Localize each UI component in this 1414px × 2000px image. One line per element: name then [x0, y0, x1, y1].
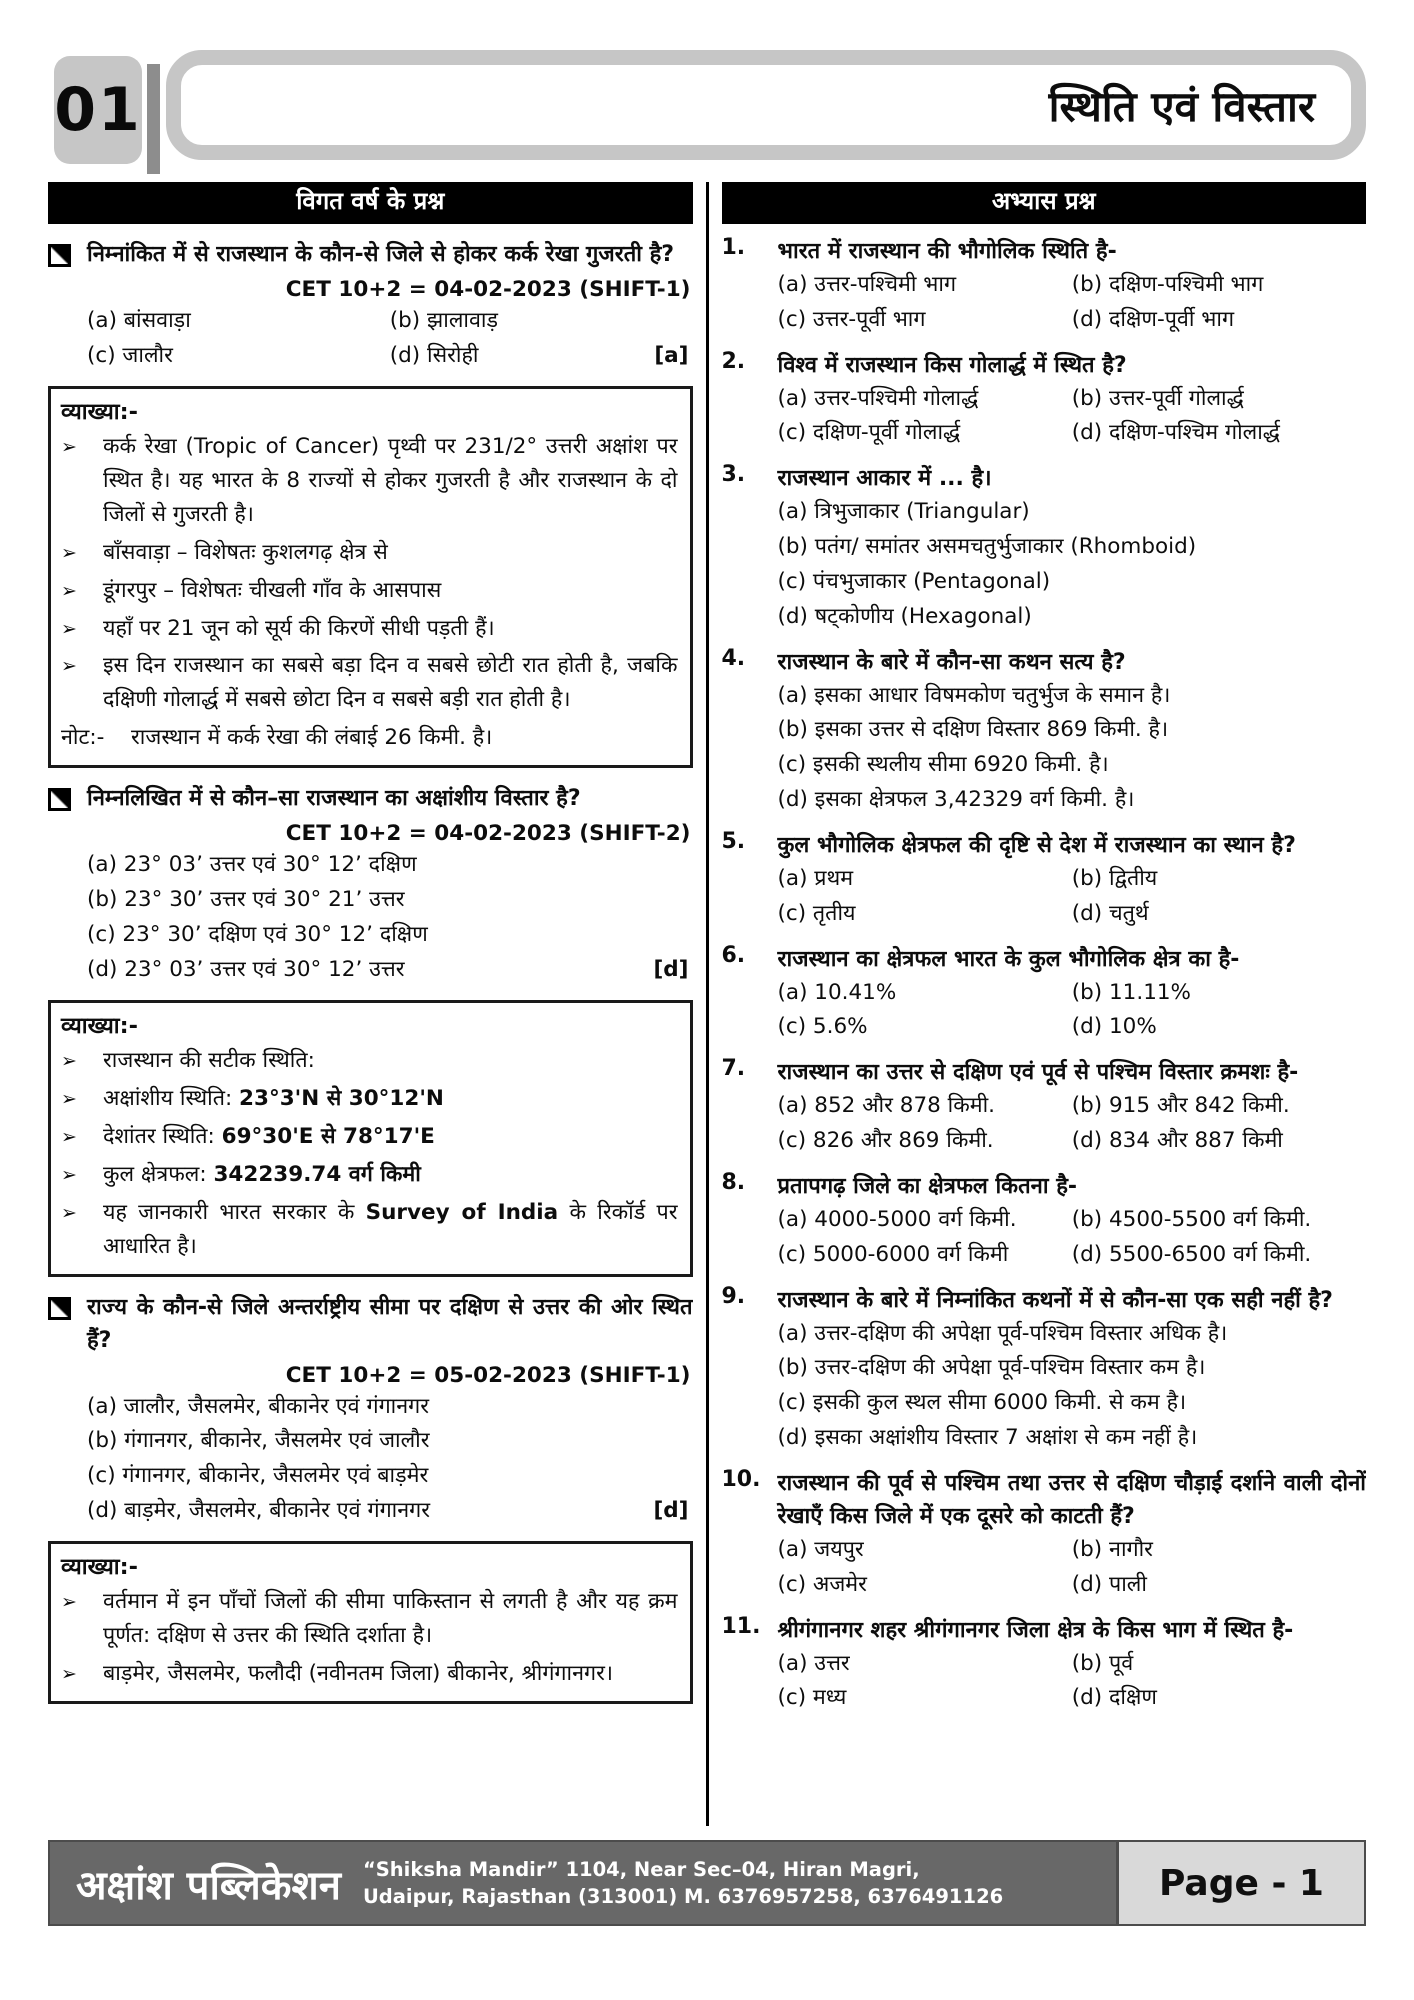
option: (b) नागौर — [1071, 1536, 1153, 1562]
explanation-bullet — [61, 1120, 678, 1154]
option-row — [87, 848, 693, 883]
option: (b) इसका उत्तर से दक्षिण विस्तार 869 किमी. है। — [777, 717, 1169, 743]
page-header — [48, 50, 1366, 166]
question-text: निम्नांकित में से राजस्थान के कौन-से जिले से होकर कर्क रेखा गुजरती है? — [87, 242, 675, 267]
bullet-text: बाँसवाड़ा – विशेषतः कुशलगढ़ क्षेत्र से — [103, 539, 388, 565]
address-line-1: “Shiksha Mandir” 1104, Near Sec–04, Hiran Magri, — [362, 1857, 920, 1881]
explanation-bullet — [61, 536, 678, 570]
option: (d) बाड़मेर, जैसलमेर, बीकानेर एवं गंगानगर — [87, 1497, 431, 1523]
question-body — [778, 1467, 1367, 1603]
option: (d) षट्कोणीय (Hexagonal) — [777, 603, 1032, 629]
arrow-bullet-icon: ➢ — [61, 617, 77, 640]
option: (b) झालावाड़ — [389, 308, 499, 333]
explanation-bullet — [61, 1082, 678, 1116]
option: (a) 4000-5000 वर्ग किमी. — [777, 1206, 1017, 1232]
question-text: कुल भौगोलिक क्षेत्रफल की दृष्टि से देश में राजस्थान का स्थान है? — [777, 832, 1296, 858]
question-number: 1. — [721, 235, 746, 260]
page-number: Page - 1 — [1116, 1842, 1364, 1924]
question-number: 10. — [721, 1466, 761, 1492]
option: (a) जयपुर — [777, 1536, 864, 1562]
chapter-number-badge — [54, 56, 142, 164]
question-number: 5. — [721, 828, 746, 854]
arrow-bullet-icon: ➢ — [61, 1087, 77, 1110]
publisher-address — [363, 1842, 1116, 1924]
option: (c) दक्षिण-पूर्वी गोलार्द्ध — [777, 420, 961, 446]
practice-question — [722, 1614, 1367, 1717]
option: (a) इसका आधार विषमकोण चतुर्भुज के समान है। — [777, 682, 1171, 708]
bullet-text: बाड़मेर, जैसलमेर, फलौदी (नवीनतम जिला) बीकानेर, श्रीगंगानगर। — [103, 1660, 614, 1686]
option-row — [778, 713, 1367, 748]
practice-question — [722, 1170, 1367, 1273]
question-body — [778, 235, 1367, 338]
previous-year-questions-column — [48, 182, 693, 1826]
pyq-question-block — [48, 1291, 693, 1529]
option-row — [778, 1010, 1367, 1045]
bullet-text: यहाँ पर 21 जून को सूर्य की किरणें सीधी पड़ती हैं। — [103, 615, 495, 641]
question-text: राजस्थान आकार में ... है। — [777, 466, 992, 492]
option: (a) उत्तर-दक्षिण की अपेक्षा पूर्व-पश्चिम विस्तार अधिक है। — [777, 1320, 1228, 1346]
practice-question — [722, 1056, 1367, 1159]
question-body — [778, 1170, 1367, 1273]
option: (b) उत्तर-दक्षिण की अपेक्षा पूर्व-पश्चिम विस्तार कम है। — [777, 1355, 1206, 1381]
practice-question — [722, 1467, 1367, 1603]
question-text: प्रतापगढ़ जिले का क्षेत्रफल कितना है- — [777, 1173, 1078, 1199]
option: (d) दक्षिण-पश्चिम गोलार्द्ध — [1071, 420, 1280, 446]
option: (b) उत्तर-पूर्वी गोलार्द्ध — [1071, 385, 1244, 411]
option: (a) जालौर, जैसलमेर, बीकानेर एवं गंगानगर — [87, 1393, 430, 1419]
question-number: 11. — [721, 1613, 761, 1639]
option: (b) गंगानगर, बीकानेर, जैसलमेर एवं जालौर — [87, 1428, 430, 1454]
option-row — [778, 976, 1367, 1011]
question-number: 9. — [721, 1283, 746, 1309]
option: (c) तृतीय — [777, 900, 856, 926]
practice-question — [722, 349, 1367, 452]
option: (d) पाली — [1071, 1571, 1147, 1597]
content-columns — [48, 182, 1366, 1826]
option: (b) पतंग/ समांतर असमचतुर्भुजाकार (Rhomboid) — [777, 534, 1197, 560]
question-text: भारत में राजस्थान की भौगोलिक स्थिति है- — [777, 239, 1117, 264]
practice-question — [722, 235, 1367, 338]
option: (a) 23° 03’ उत्तर एवं 30° 12’ दक्षिण — [87, 852, 417, 878]
question-number: 4. — [721, 645, 746, 671]
note-row — [61, 721, 678, 755]
option: (a) 10.41% — [777, 979, 897, 1005]
option: (c) जालौर — [87, 342, 173, 368]
arrow-bullet-icon: ➢ — [61, 1125, 77, 1148]
exam-reference: CET 10+2 = 04-02-2023 (SHIFT-1) — [285, 277, 691, 302]
option: (c) इसकी स्थलीय सीमा 6920 किमी. है। — [777, 752, 1109, 778]
arrow-bullet-icon: ➢ — [61, 1662, 77, 1685]
explanation-box — [48, 1541, 693, 1704]
question-text: श्रीगंगानगर शहर श्रीगंगानगर जिला क्षेत्र के किस भाग में स्थित है- — [777, 1617, 1294, 1643]
option-row — [778, 1421, 1367, 1456]
practice-question — [722, 943, 1367, 1046]
option: (b) 11.11% — [1071, 979, 1191, 1005]
arrow-bullet-icon: ➢ — [61, 579, 77, 602]
option-row — [778, 1568, 1367, 1603]
pyq-question-block — [48, 782, 693, 987]
option-row — [778, 783, 1367, 818]
question-body — [778, 462, 1367, 634]
option-row — [87, 1390, 693, 1425]
option: (d) 834 और 887 किमी — [1071, 1128, 1283, 1154]
question-marker-icon — [48, 788, 71, 811]
option-row — [778, 1203, 1367, 1238]
option-row — [778, 1089, 1367, 1124]
explanation-bullet — [61, 649, 678, 717]
arrow-bullet-icon: ➢ — [61, 1590, 77, 1613]
option: (d) दक्षिण — [1071, 1685, 1157, 1711]
question-text: राजस्थान के बारे में निम्नांकित कथनों में से कौन-सा एक सही नहीं है? — [777, 1287, 1333, 1313]
question-body — [778, 1614, 1367, 1717]
option: (c) 826 और 869 किमी. — [777, 1128, 994, 1154]
question-body — [778, 349, 1367, 452]
bullet-text: इस दिन राजस्थान का सबसे बड़ा दिन व सबसे छोटी रात होती है, जबकि दक्षिणी गोलार्द्ध में सबसे छोटा दिन व सबसे बड़ी रात होती है। — [103, 653, 678, 713]
option-row — [778, 1533, 1367, 1568]
option-row — [778, 1317, 1367, 1352]
option-row — [87, 883, 693, 918]
question-number: 2. — [721, 348, 746, 374]
answer-key: [d] — [653, 956, 689, 982]
option: (c) 5000-6000 वर्ग किमी — [777, 1241, 1009, 1267]
question-body — [87, 782, 693, 987]
option: (b) 4500-5500 वर्ग किमी. — [1071, 1206, 1312, 1232]
explanation-bullet — [61, 1196, 678, 1264]
bullet-text: यह जानकारी भारत सरकार के Survey of India के रिकॉर्ड पर आधारित है। — [103, 1199, 678, 1259]
exam-reference: CET 10+2 = 05-02-2023 (SHIFT-1) — [285, 1362, 691, 1388]
option: (c) उत्तर-पूर्वी भाग — [777, 306, 926, 332]
option: (b) द्वितीय — [1071, 865, 1158, 891]
option: (a) बांसवाड़ा — [87, 308, 191, 333]
option-row — [778, 1351, 1367, 1386]
explanation-title: व्याख्या:- — [61, 1012, 138, 1039]
option-row — [778, 679, 1367, 714]
explanation-bullet — [61, 1158, 678, 1192]
option-row — [778, 530, 1367, 565]
question-text: राजस्थान के बारे में कौन-सा कथन सत्य है? — [777, 649, 1126, 675]
question-body — [778, 1056, 1367, 1159]
explanation-bullet — [61, 430, 678, 532]
option-row — [87, 1424, 693, 1459]
option: (a) उत्तर — [777, 1650, 850, 1676]
explanation-bullet — [61, 574, 678, 608]
question-text: राजस्थान की पूर्व से पश्चिम तथा उत्तर से दक्षिण चौड़ाई दर्शाने वाली दोनों रेखाएँ किस जिले में एक दूसरे को काटती हैं? — [777, 1470, 1366, 1529]
practice-questions-column — [722, 182, 1367, 1826]
address-line-2: Udaipur, Rajasthan (313001) M. 6376957258, 6376491126 — [362, 1885, 1004, 1908]
question-marker-icon — [48, 1297, 71, 1320]
option: (c) 23° 30’ दक्षिण एवं 30° 12’ दक्षिण — [87, 922, 428, 948]
option: (a) त्रिभुजाकार (Triangular) — [777, 499, 1030, 525]
chapter-number: 01 — [54, 75, 142, 145]
chapter-title: स्थिति एवं विस्तार — [1048, 81, 1315, 131]
question-body — [778, 829, 1367, 932]
option: (a) प्रथम — [777, 865, 854, 891]
bullet-text: कर्क रेखा (Tropic of Cancer) पृथ्वी पर 231/2° उत्तरी अक्षांश पर स्थित है। यह भारत के 8 राज्यों से होकर गुजरती है और राजस्थान के दो जिलों से गुजरती है। — [103, 433, 678, 527]
bullet-text: राजस्थान की सटीक स्थिति: — [103, 1047, 315, 1073]
header-accent-bar — [147, 64, 160, 174]
option: (a) उत्तर-पश्चिमी गोलार्द्ध — [777, 385, 979, 411]
option: (b) 23° 30’ उत्तर एवं 30° 21’ उत्तर — [87, 887, 405, 913]
option-row — [778, 600, 1367, 635]
option: (b) 915 और 842 किमी. — [1071, 1093, 1290, 1119]
option: (d) चतुर्थ — [1071, 900, 1149, 926]
pyq-list — [48, 238, 693, 1704]
option-row — [87, 1459, 693, 1494]
option-row — [87, 918, 693, 953]
option: (c) अजमेर — [777, 1571, 867, 1597]
option-row — [87, 953, 693, 988]
question-body — [87, 1291, 693, 1529]
question-number: 3. — [721, 462, 746, 488]
option: (c) 5.6% — [777, 1014, 868, 1040]
option-row — [778, 303, 1367, 338]
option-row — [778, 1124, 1367, 1159]
option: (a) 852 और 878 किमी. — [777, 1093, 995, 1119]
option-row — [778, 897, 1367, 932]
option-row — [87, 304, 693, 339]
option: (d) सिरोही — [389, 342, 479, 368]
explanation-box — [48, 1000, 693, 1277]
option: (d) इसका अक्षांशीय विस्तार 7 अक्षांश से कम नहीं है। — [777, 1425, 1198, 1451]
question-body — [87, 238, 693, 374]
option-row — [778, 382, 1367, 417]
publisher-logo: अक्षांश पब्लिकेशन — [76, 1862, 341, 1909]
bullet-text: वर्तमान में इन पाँचों जिलों की सीमा पाकिस्तान से लगती है और यह क्रम पूर्णत: दक्षिण से उत्तर की स्थिति दर्शाता है। — [103, 1588, 678, 1648]
explanation-box — [48, 386, 693, 769]
option-row — [778, 1238, 1367, 1273]
option-row — [778, 565, 1367, 600]
arrow-bullet-icon: ➢ — [61, 1163, 77, 1186]
option: (c) इसकी कुल स्थल सीमा 6000 किमी. से कम है। — [777, 1390, 1187, 1416]
chapter-title-banner — [166, 50, 1366, 160]
explanation-bullet — [61, 1657, 678, 1691]
bullet-text: देशांतर स्थिति: 69°30'E से 78°17'E — [103, 1123, 435, 1149]
option-row — [778, 268, 1367, 303]
explanation-bullet — [61, 1044, 678, 1078]
option-row — [87, 1494, 693, 1529]
option: (a) उत्तर-पश्चिमी भाग — [777, 272, 957, 297]
column-divider — [706, 182, 709, 1826]
practice-question — [722, 646, 1367, 818]
practice-question — [722, 1284, 1367, 1456]
arrow-bullet-icon: ➢ — [61, 435, 77, 458]
explanation-title: व्याख्या:- — [61, 1553, 138, 1580]
question-text: राजस्थान का क्षेत्रफल भारत के कुल भौगोलिक क्षेत्र का है- — [777, 946, 1240, 972]
arrow-bullet-icon: ➢ — [61, 541, 77, 564]
option: (b) पूर्व — [1071, 1650, 1134, 1676]
practice-question — [722, 829, 1367, 932]
arrow-bullet-icon: ➢ — [61, 655, 77, 678]
option: (d) इसका क्षेत्रफल 3,42329 वर्ग किमी. है। — [777, 787, 1135, 813]
practice-questions-header: अभ्यास प्रश्न — [722, 182, 1367, 224]
option-row — [778, 416, 1367, 451]
question-marker-icon — [48, 244, 71, 267]
arrow-bullet-icon: ➢ — [61, 1201, 77, 1224]
question-body — [778, 943, 1367, 1046]
option-row — [778, 748, 1367, 783]
explanation-title: व्याख्या:- — [61, 398, 138, 425]
option-row — [778, 862, 1367, 897]
question-body — [778, 1284, 1367, 1456]
bullet-text: डूंगरपुर – विशेषतः चीखली गाँव के आसपास — [103, 577, 442, 603]
option-row — [87, 339, 693, 374]
practice-question — [722, 462, 1367, 634]
option: (d) दक्षिण-पूर्वी भाग — [1071, 306, 1235, 332]
question-text: विश्व में राजस्थान किस गोलार्द्ध में स्थित है? — [777, 352, 1127, 378]
option-row — [778, 1386, 1367, 1421]
question-number: 7. — [721, 1056, 746, 1082]
option-row — [778, 495, 1367, 530]
option: (c) मध्य — [777, 1685, 847, 1711]
explanation-bullet — [61, 1585, 678, 1653]
arrow-bullet-icon: ➢ — [61, 1049, 77, 1072]
option: (c) पंचभुजाकार (Pentagonal) — [777, 568, 1051, 594]
question-body — [778, 646, 1367, 818]
question-text: निम्नलिखित में से कौन–सा राजस्थान का अक्षांशीय विस्तार है? — [87, 786, 581, 812]
practice-question-list — [722, 235, 1367, 1716]
option: (d) 23° 03’ उत्तर एवं 30° 12’ उत्तर — [87, 956, 405, 982]
option: (c) गंगानगर, बीकानेर, जैसलमेर एवं बाड़मेर — [87, 1463, 429, 1489]
previous-year-questions-header: विगत वर्ष के प्रश्न — [48, 182, 693, 224]
question-text: राज्य के कौन-से जिले अन्तर्राष्ट्रीय सीमा पर दक्षिण से उत्तर की ओर स्थित हैं? — [87, 1294, 693, 1353]
exam-reference: CET 10+2 = 04-02-2023 (SHIFT-2) — [285, 821, 691, 847]
option-row — [778, 1681, 1367, 1716]
option: (d) 5500-6500 वर्ग किमी. — [1071, 1241, 1312, 1267]
option: (d) 10% — [1071, 1014, 1157, 1040]
pyq-question-block — [48, 238, 693, 374]
option: (b) दक्षिण-पश्चिमी भाग — [1071, 272, 1264, 297]
bullet-text: कुल क्षेत्रफल: 342239.74 वर्ग किमी — [103, 1161, 421, 1187]
option-row — [778, 1647, 1367, 1682]
note-text: राजस्थान में कर्क रेखा की लंबाई 26 किमी. है। — [131, 725, 493, 751]
question-text: राजस्थान का उत्तर से दक्षिण एवं पूर्व से पश्चिम विस्तार क्रमशः है- — [777, 1060, 1299, 1086]
publisher-footer — [48, 1840, 1366, 1926]
explanation-bullet — [61, 612, 678, 646]
question-number: 8. — [721, 1169, 746, 1195]
answer-key: [a] — [654, 342, 689, 368]
bullet-text: अक्षांशीय स्थिति: 23°3'N से 30°12'N — [103, 1085, 444, 1111]
answer-key: [d] — [653, 1497, 689, 1523]
question-number: 6. — [721, 942, 746, 968]
note-label: नोट:- — [61, 725, 105, 751]
